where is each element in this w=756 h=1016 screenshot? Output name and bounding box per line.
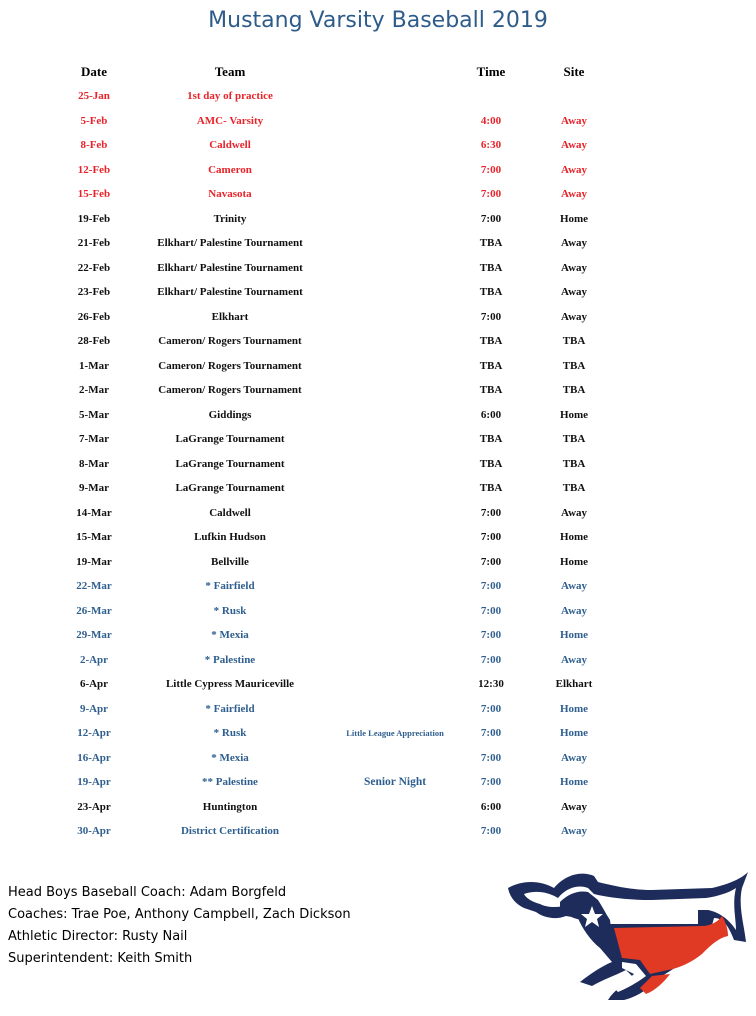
schedule-row	[0, 209, 756, 229]
game-date: 2-Apr	[79, 653, 109, 666]
game-opponent: Elkhart/ Palestine Tournament	[157, 237, 303, 249]
game-opponent: Cameron	[208, 163, 252, 176]
game-date: 8-Mar	[79, 457, 109, 470]
staff-list	[8, 882, 351, 970]
team-column-header: Team	[214, 64, 246, 79]
game-date: 2-Mar	[79, 384, 109, 396]
schedule-row	[0, 307, 756, 327]
game-date: 15-Mar	[76, 531, 112, 543]
game-site: Away	[560, 580, 588, 592]
schedule-row	[0, 478, 756, 498]
schedule-row	[0, 650, 756, 670]
game-opponent: Little Cypress Mauriceville	[165, 678, 295, 690]
schedule-row	[0, 405, 756, 425]
game-opponent: Cameron/ Rogers Tournament	[158, 359, 302, 372]
game-opponent: * Mexia	[211, 629, 249, 641]
game-time: 7:00	[480, 531, 502, 543]
game-opponent: * Rusk	[213, 727, 247, 739]
schedule-row	[0, 258, 756, 278]
game-time: TBA	[479, 359, 503, 372]
game-opponent: District Certification	[180, 825, 280, 837]
game-date: 28-Feb	[77, 335, 111, 347]
schedule-row	[0, 527, 756, 547]
game-opponent: LaGrange Tournament	[175, 433, 285, 445]
game-site: Away	[560, 286, 588, 298]
head-coach-line: Head Boys Baseball Coach: Adam Borgfeld	[8, 885, 287, 900]
schedule-row	[0, 356, 756, 376]
game-time: 4:00	[480, 114, 502, 127]
game-site: Away	[560, 751, 588, 764]
game-opponent: Navasota	[208, 188, 252, 200]
game-site: Home	[559, 702, 589, 715]
game-date: 14-Mar	[76, 506, 112, 519]
game-date: 25-Jan	[78, 90, 110, 102]
game-site: Home	[559, 776, 589, 788]
schedule-row	[0, 111, 756, 131]
schedule-row	[0, 380, 756, 400]
game-date: 7-Mar	[79, 433, 109, 445]
game-time: 7:00	[480, 163, 502, 176]
game-date: 26-Feb	[77, 310, 111, 323]
game-time: TBA	[479, 286, 503, 298]
schedule-row	[0, 723, 756, 743]
game-date: 22-Mar	[76, 580, 112, 592]
game-time: TBA	[479, 261, 503, 274]
game-time: TBA	[479, 237, 503, 249]
game-date: 30-Apr	[77, 825, 111, 837]
game-date: 26-Mar	[76, 604, 112, 617]
game-opponent: LaGrange Tournament	[175, 457, 285, 470]
game-time: 7:00	[480, 506, 502, 519]
game-opponent: * Mexia	[211, 751, 249, 764]
schedule-row	[0, 233, 756, 253]
game-opponent: AMC- Varsity	[196, 114, 264, 127]
schedule-row	[0, 576, 756, 596]
game-opponent: * Fairfield	[205, 580, 255, 592]
game-time: 7:00	[480, 188, 502, 200]
game-site: Away	[560, 825, 588, 837]
game-site: TBA	[562, 384, 586, 396]
game-time: 6:00	[480, 800, 502, 813]
game-date: 8-Feb	[80, 139, 108, 151]
game-time: 7:00	[480, 604, 502, 617]
game-note: Senior Night	[363, 776, 427, 788]
game-site: Away	[560, 800, 588, 813]
game-time: TBA	[479, 433, 503, 445]
game-time: 6:30	[480, 139, 502, 151]
game-opponent: Elkhart	[211, 310, 249, 323]
schedule-row	[0, 160, 756, 180]
game-date: 9-Apr	[79, 702, 109, 715]
game-time: 7:00	[480, 776, 502, 788]
game-time: 6:00	[480, 408, 502, 421]
game-date: 5-Feb	[80, 114, 108, 127]
game-site: TBA	[562, 457, 586, 470]
game-note: Little League Appreciation	[346, 728, 444, 738]
game-time: 12:30	[478, 678, 504, 690]
game-site: Elkhart	[555, 678, 593, 690]
game-site: Away	[560, 237, 588, 249]
game-date: 12-Apr	[77, 727, 111, 739]
game-opponent: ** Palestine	[202, 776, 258, 788]
game-opponent: LaGrange Tournament	[175, 482, 285, 494]
game-site: Away	[560, 506, 588, 519]
game-site: TBA	[562, 433, 586, 445]
game-opponent: Trinity	[213, 212, 247, 225]
schedule-row	[0, 454, 756, 474]
game-site: Away	[560, 604, 588, 617]
schedule-row	[0, 674, 756, 694]
schedule-row	[0, 601, 756, 621]
game-site: Home	[559, 531, 589, 543]
game-time: TBA	[479, 384, 503, 396]
game-date: 19-Feb	[77, 212, 111, 225]
schedule-row	[0, 86, 756, 106]
game-site: Home	[559, 408, 589, 421]
game-date: 5-Mar	[79, 408, 109, 421]
game-site: Home	[559, 629, 589, 641]
game-time: 7:00	[480, 653, 502, 666]
schedule-row	[0, 797, 756, 817]
game-opponent: Caldwell	[209, 506, 251, 519]
game-opponent: Huntington	[202, 800, 258, 813]
game-site: Away	[560, 139, 588, 151]
game-date: 29-Mar	[76, 629, 112, 641]
schedule-row	[0, 772, 756, 792]
game-date: 9-Mar	[79, 482, 109, 494]
game-date: 16-Apr	[77, 751, 111, 764]
game-opponent: Lufkin Hudson	[194, 531, 266, 543]
schedule-row	[0, 282, 756, 302]
schedule-row	[0, 748, 756, 768]
page-title: Mustang Varsity Baseball 2019	[208, 8, 548, 33]
game-opponent: Caldwell	[209, 139, 251, 151]
game-site: Away	[560, 310, 588, 323]
game-site: Home	[559, 727, 589, 739]
game-time: 7:00	[480, 825, 502, 837]
game-date: 23-Feb	[77, 286, 111, 298]
schedule-row	[0, 135, 756, 155]
game-site: Away	[560, 163, 588, 176]
superintendent-line: Superintendent: Keith Smith	[8, 951, 193, 966]
game-time: 7:00	[480, 727, 502, 739]
game-site: Away	[560, 114, 588, 127]
game-opponent: Giddings	[208, 408, 252, 421]
schedule-row	[0, 429, 756, 449]
game-time: TBA	[479, 457, 503, 470]
game-site: TBA	[562, 482, 586, 494]
schedule-row	[0, 184, 756, 204]
game-site: Away	[560, 188, 588, 200]
game-date: 6-Apr	[79, 678, 109, 690]
game-date: 1-Mar	[79, 359, 109, 372]
game-date: 22-Feb	[77, 261, 111, 274]
date-column-header: Date	[81, 64, 107, 79]
schedule-row	[0, 821, 756, 841]
game-opponent: 1st day of practice	[187, 90, 273, 102]
game-time: TBA	[479, 482, 503, 494]
game-opponent: Cameron/ Rogers Tournament	[158, 384, 302, 396]
game-opponent: Elkhart/ Palestine Tournament	[157, 261, 303, 274]
game-opponent: * Rusk	[213, 604, 247, 617]
game-time: 7:00	[480, 212, 502, 225]
game-opponent: Elkhart/ Palestine Tournament	[157, 286, 303, 298]
game-time: 7:00	[480, 580, 502, 592]
game-date: 23-Apr	[77, 800, 111, 813]
game-time: TBA	[479, 335, 503, 347]
game-site: Away	[560, 261, 588, 274]
game-time: 7:00	[480, 555, 502, 568]
game-date: 19-Apr	[77, 776, 111, 788]
game-site: TBA	[562, 335, 586, 347]
game-date: 12-Feb	[77, 163, 111, 176]
schedule-row	[0, 331, 756, 351]
schedule-header-row	[0, 62, 756, 82]
athletic-director-line: Athletic Director: Rusty Nail	[8, 929, 188, 944]
game-date: 19-Mar	[76, 555, 112, 568]
game-time: 7:00	[480, 702, 502, 715]
game-site: Home	[559, 212, 589, 225]
mustang-logo-icon	[502, 858, 754, 1006]
game-opponent: Bellville	[211, 555, 249, 568]
site-column-header: Site	[563, 64, 585, 79]
game-opponent: Cameron/ Rogers Tournament	[158, 335, 302, 347]
schedule-row	[0, 503, 756, 523]
game-time: 7:00	[480, 751, 502, 764]
game-date: 21-Feb	[77, 237, 111, 249]
schedule-row	[0, 625, 756, 645]
time-column-header: Time	[476, 64, 506, 79]
game-site: Home	[559, 555, 589, 568]
schedule-row	[0, 699, 756, 719]
game-time: 7:00	[480, 629, 502, 641]
game-site: Away	[560, 653, 588, 666]
game-opponent: * Palestine	[204, 653, 256, 666]
schedule-row	[0, 552, 756, 572]
coaches-line: Coaches: Trae Poe, Anthony Campbell, Zach Dickson	[8, 907, 351, 922]
game-opponent: * Fairfield	[205, 702, 255, 715]
game-date: 15-Feb	[77, 188, 111, 200]
game-time: 7:00	[480, 310, 502, 323]
game-site: TBA	[562, 359, 586, 372]
